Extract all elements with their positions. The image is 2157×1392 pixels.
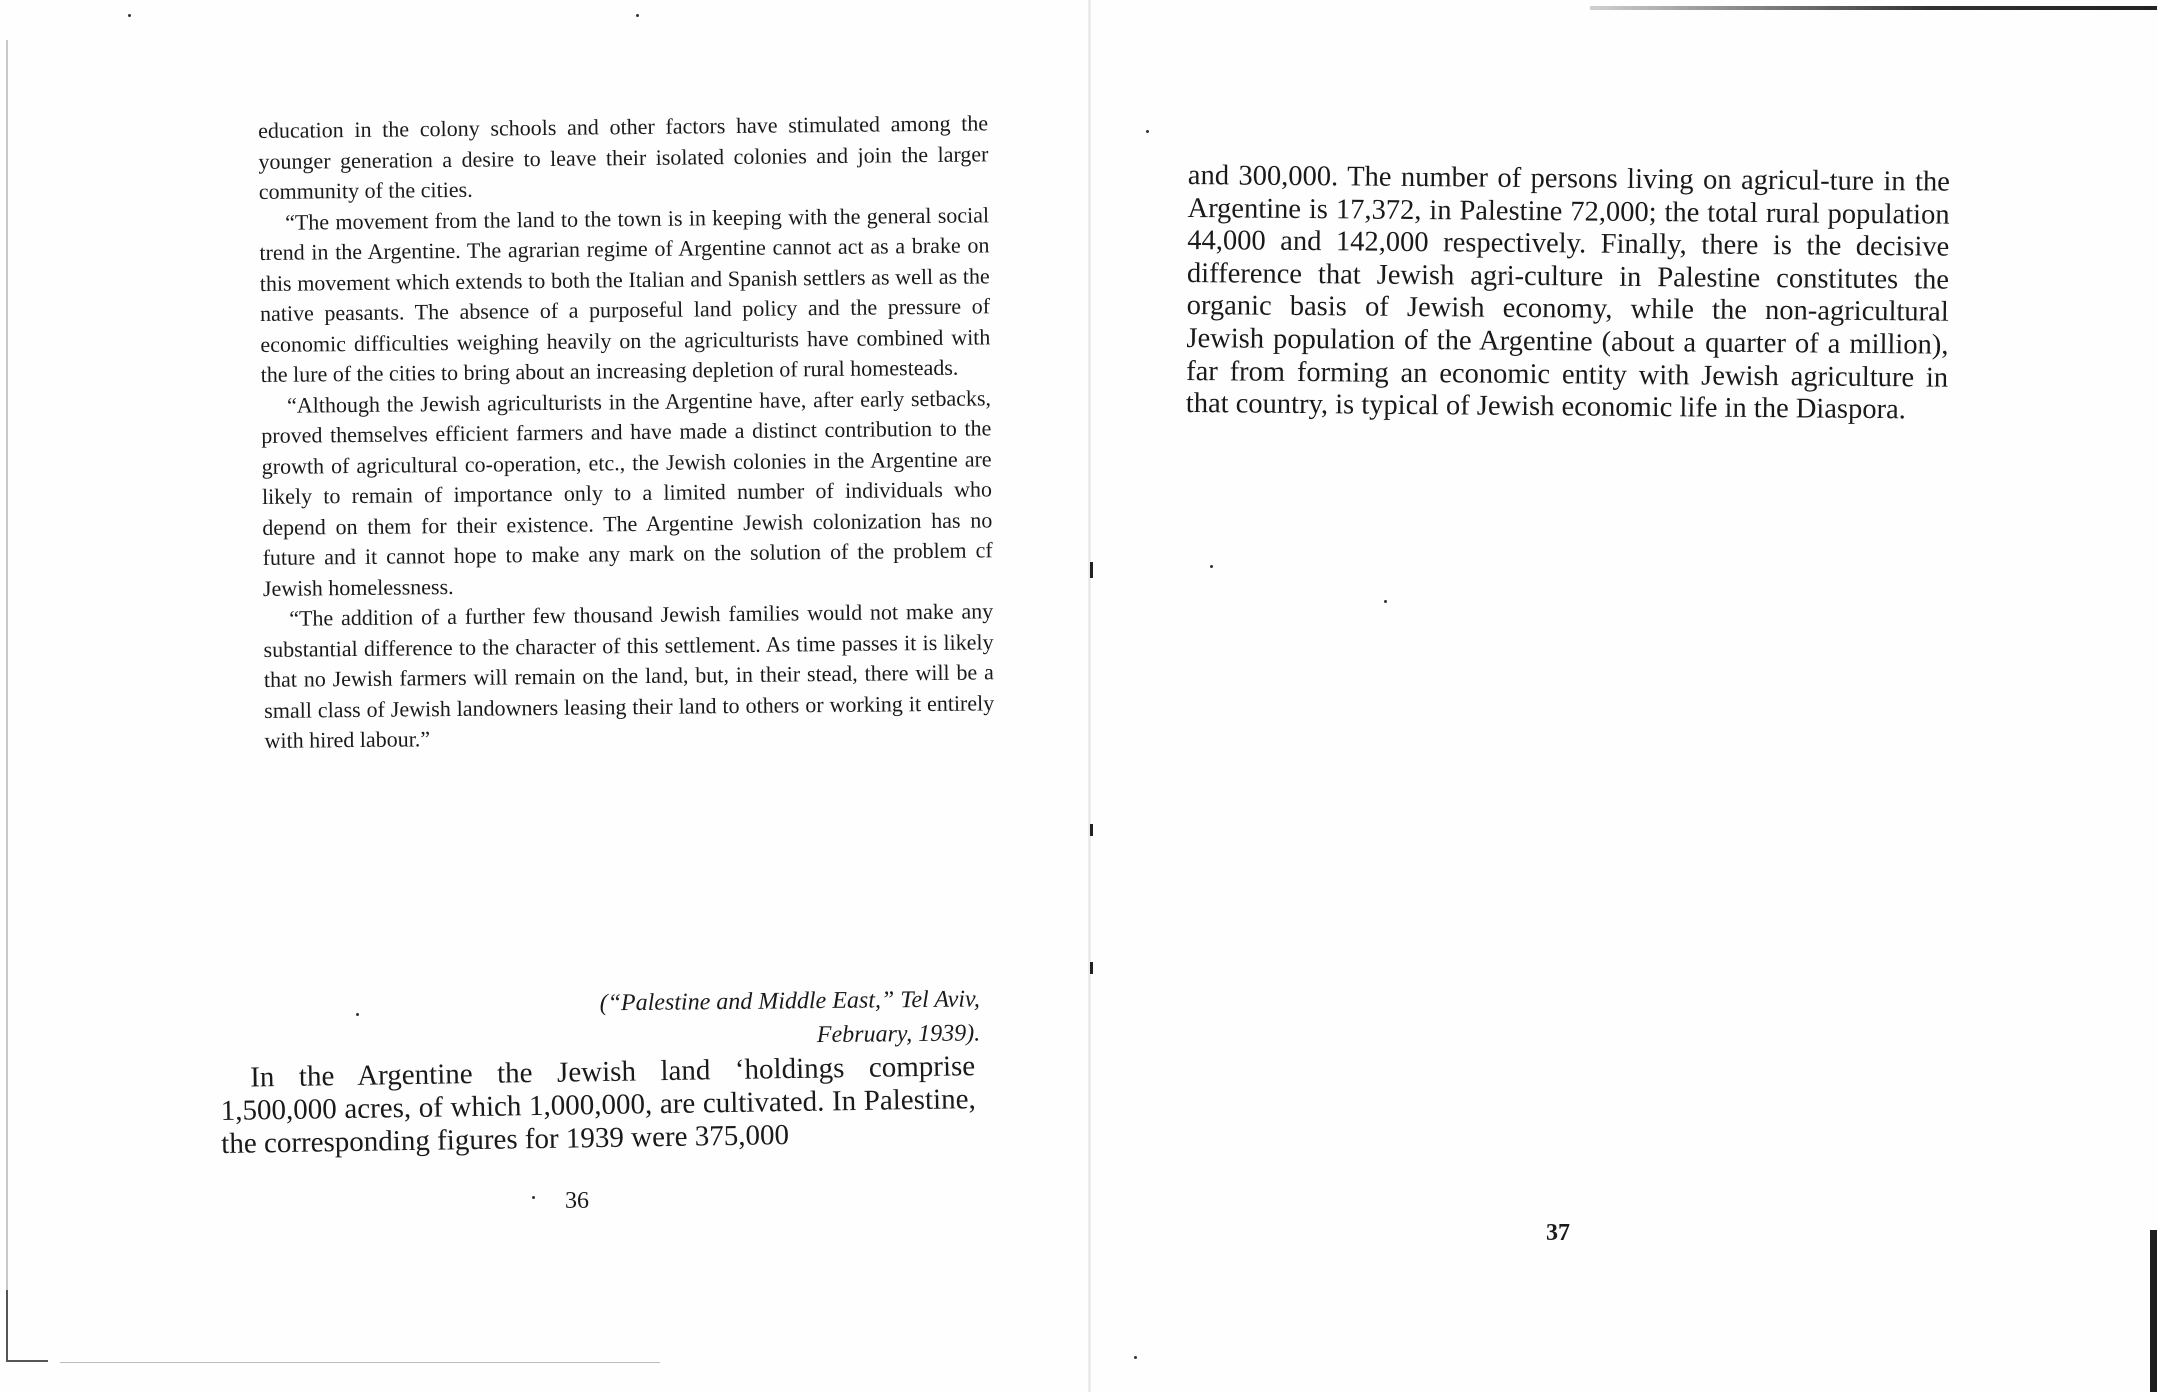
scan-mark (1090, 824, 1093, 836)
scan-mark (1090, 962, 1093, 974)
scan-right-edge (2150, 1230, 2157, 1392)
scan-mark (1090, 562, 1093, 578)
body-paragraph: education in the colony schools and other factors have stimulated among the younger generation a desire to leave their isolated colonies and join the larger community of the cities. (258, 110, 989, 204)
closing-paragraph: In the Argentine the Jewish land ‘holdings comprise 1,500,000 acres, of which 1,000,000, are cultivated. In Palestine, the corresponding figures for 1939 were 375,000 (220, 1050, 976, 1160)
body-paragraph: “The addition of a further few thousand Jewish families would not make any substantial difference to the character of this settlement. As time passes it is likely that no Jewish farmers will remain on the land, but, in their stead, there will be a small class of Jewish landowners leasing their land to others or working it entirely with hired labour.” (263, 598, 995, 753)
body-paragraph: “Although the Jewish agriculturists in the Argentine have, after early setbacks, proved themselves efficient farmers and have made a distinct contribution to the growth of agricultural co-operation, etc., the Jewish colonies in the Argentine are likely to remain of importance only to a limited number of individuals who depend on them for their existence. The Argentine Jewish colonization has no future and it cannot hope to make any mark on the solution of the problem cf Jewish homelessness. (261, 384, 993, 601)
citation (480, 982, 981, 1055)
citation-date: February, 1939). (816, 1020, 981, 1049)
body-paragraph: and 300,000. The number of persons living on agricul-ture in the Argentine is 17,372, in Palestine 72,000; the total rural population 44,000 and 142,000 respectively. Finally, there is the decisive difference that Jewish agri-culture in Palestine constitutes the organic basis of Jewish economy, while the non-agricultural Jewish population of the Argentine (about a quarter of a million), far from forming an economic entity with Jewish agriculture in that country, is typical of Jewish economic life in the Diaspora. (1185, 160, 1950, 426)
page-number-right: 37 (1546, 1220, 1570, 1246)
left-page-body (258, 108, 995, 756)
scan-speck (1210, 565, 1213, 568)
right-page-body (1186, 160, 1950, 427)
citation-source: (“Palestine and Middle East,” Tel Aviv, (599, 986, 980, 1017)
page-number-left: 36 (565, 1188, 589, 1214)
scan-speck (1134, 1356, 1137, 1359)
body-paragraph: “The movement from the land to the town is in keeping with the general social trend in the Argentine. The agrarian regime of Argentine cannot act as a brake on this movement which extends to both the Italian and Spanish settlers as well as the native peasants. The absence of a purposeful land policy and the pressure of economic difficulties weighing heavily on the agriculturists have combined with the lure of the cities to bring about an increasing depletion of rural homesteads. (259, 201, 991, 387)
scan-speck (1384, 600, 1387, 603)
scan-top-edge (1590, 6, 2157, 10)
scan-speck (1146, 130, 1149, 133)
